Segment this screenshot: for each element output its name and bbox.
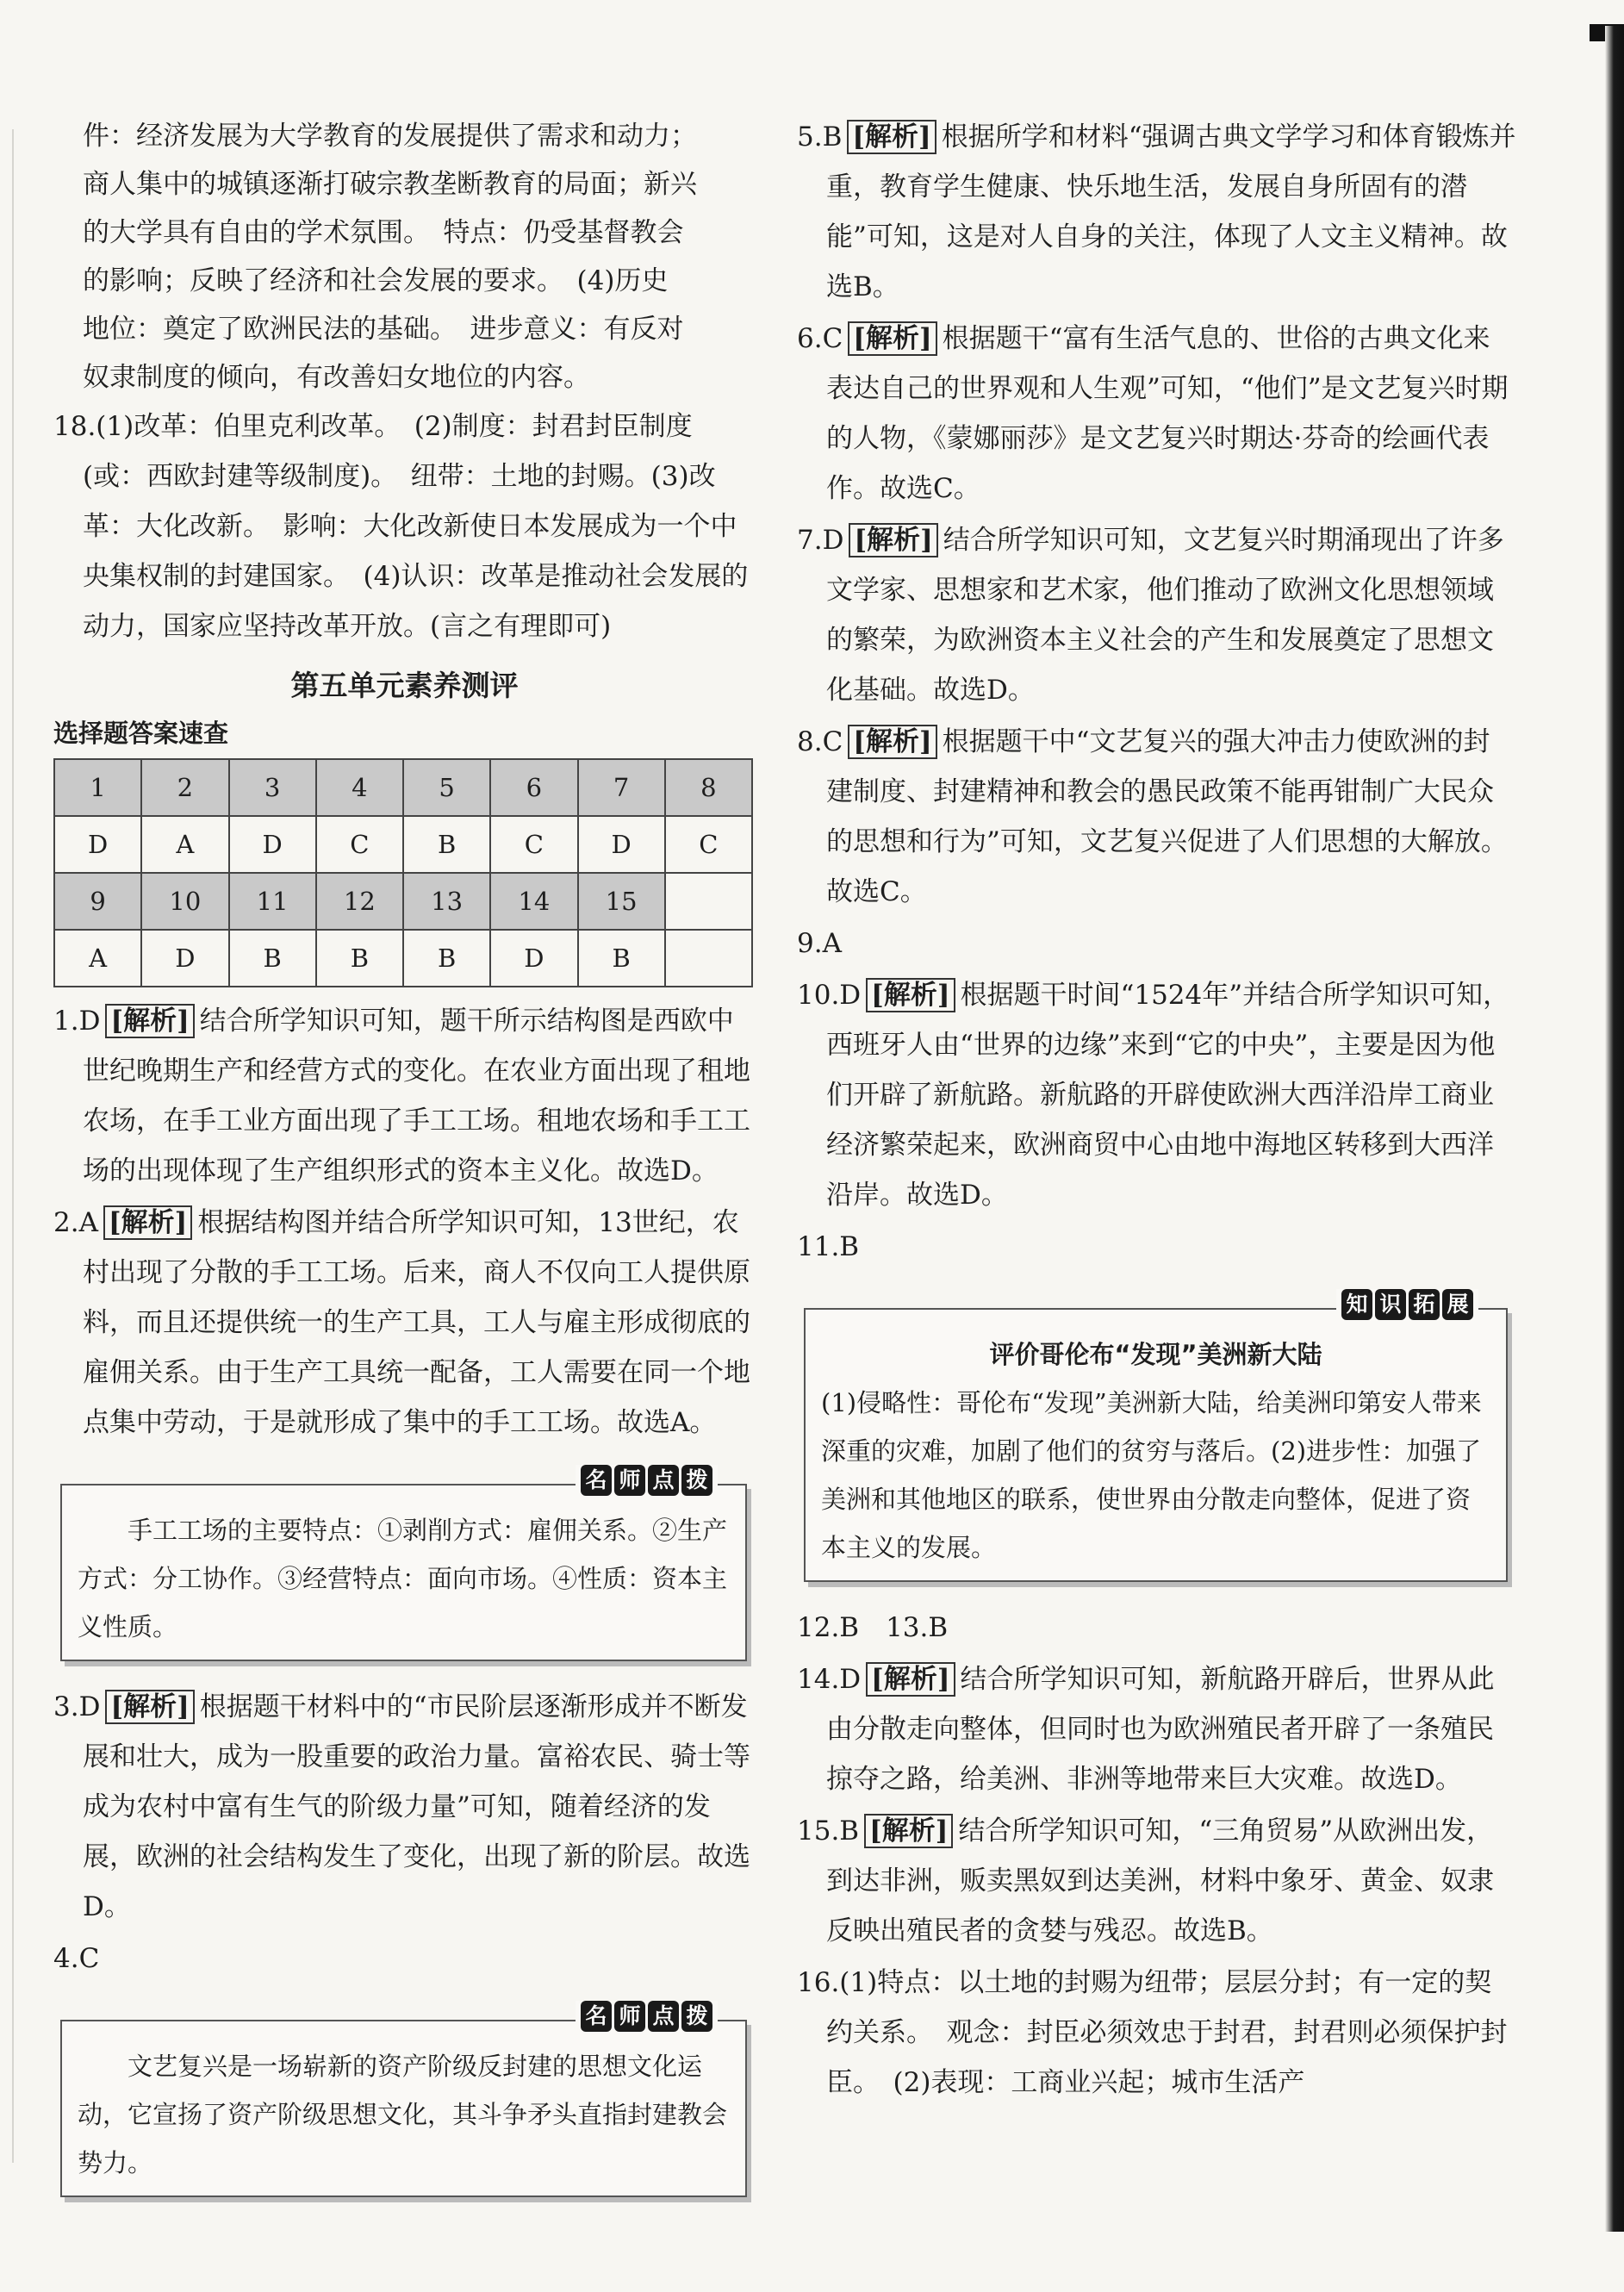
text-line: 件：经济发展为大学教育的发展提供了需求和动力； <box>83 121 697 152</box>
table-cell: B <box>316 930 403 987</box>
answer-11: 11.B <box>797 1231 860 1262</box>
answer-number: 3.D <box>53 1691 101 1722</box>
answer-4: 4.C <box>53 1943 100 1974</box>
table-cell: 8 <box>665 759 752 816</box>
right-column <box>797 112 1516 2109</box>
table-cell: B <box>403 930 490 987</box>
table-cell: B <box>578 930 665 987</box>
answer-7 <box>797 515 1516 715</box>
answer-18: 18.(1)改革：伯里克利改革。 (2)制度：封君封臣制度(或：西欧封建等级制度)。 纽带：土地的封赐。(3)改革：大化改新。 影响：大化改新使日本发展成为一个中央集权制的封建国家。 (4)认识：改革是推动社会发展的动力，国家应坚持改革开放。(言之有理即可) <box>53 411 749 642</box>
analysis-tag: [解析] <box>864 1814 953 1848</box>
badge-char: 拨 <box>681 2001 712 2032</box>
badge-char: 名 <box>581 1465 612 1496</box>
answer-12-13: 12.B 13.B <box>797 1612 949 1643</box>
answer-number: 6.C <box>797 323 843 354</box>
table-cell: D <box>578 816 665 873</box>
table-cell: D <box>141 930 228 987</box>
analysis-tag: [解析] <box>105 1004 194 1038</box>
analysis-tag: [解析] <box>866 978 955 1012</box>
table-cell: 9 <box>54 873 141 930</box>
tip-text: 手工工场的主要特点：①剥削方式：雇佣关系。②生产方式：分工协作。③经营特点：面向市场。④性质：资本主义性质。 <box>78 1516 728 1641</box>
table-cell: 14 <box>490 873 577 930</box>
quick-answers-title: 选择题答案速查 <box>53 719 229 748</box>
analysis-tag: [解析] <box>848 321 936 356</box>
badge-char: 拨 <box>681 1465 712 1496</box>
table-row-answers <box>54 816 752 873</box>
table-cell: 6 <box>490 759 577 816</box>
table-cell: D <box>54 816 141 873</box>
table-cell: A <box>141 816 228 873</box>
analysis-tag: [解析] <box>849 523 937 557</box>
answer-text: 结合所学知识可知，题干所示结构图是西欧中世纪晚期生产和经营方式的变化。在农业方面出现了租地农场，在手工业方面出现了手工工场。租地农场和手工工场的出现体现了生产组织形式的资本主义化。故选D。 <box>83 1006 750 1186</box>
analysis-tag: [解析] <box>847 120 936 154</box>
answer-text: 根据结构图并结合所学知识可知，13世纪，农村出现了分散的手工工场。后来，商人不仅向工人提供原料，而且还提供统一的生产工具，工人与雇主形成彻底的雇佣关系。由于生产工具统一配备，工人需要在同一个地点集中劳动，于是就形成了集中的手工工场。故选A。 <box>83 1207 750 1438</box>
answer-table <box>53 758 753 987</box>
badge-char: 师 <box>614 2001 645 2032</box>
teacher-tip-box <box>60 1467 747 1661</box>
left-column <box>53 112 756 2218</box>
table-cell: 3 <box>229 759 316 816</box>
badge-char: 师 <box>614 1465 645 1496</box>
table-cell: 15 <box>578 873 665 930</box>
text-line: 奴隶制度的倾向，有改善妇女地位的内容。 <box>83 362 590 393</box>
answer-text: 结合所学知识可知，新航路开辟后，世界从此由分散走向整体，但同时也为欧洲殖民者开辟了一条殖民掠夺之路，给美洲、非洲等地带来巨大灾难。故选D。 <box>826 1664 1495 1795</box>
badge-char: 展 <box>1442 1289 1473 1320</box>
teacher-tip-badge <box>576 1465 718 1496</box>
table-cell: 2 <box>141 759 228 816</box>
table-cell: C <box>490 816 577 873</box>
answer-text: 根据题干时间“1524年”并结合所学知识可知，西班牙人由“世界的边缘”来到“它的中央”，主要是因为他们开辟了新航路。新航路的开辟使欧洲大西洋沿岸工商业经济繁荣起来，欧洲商贸中心由地中海地区转移到大西洋沿岸。故选D。 <box>826 980 1510 1211</box>
box-text: (1)侵略性：哥伦布“发现”美洲新大陆，给美洲印第安人带来深重的灾难，加剧了他们的贫穷与落后。(2)进步性：加强了美洲和其他地区的联系，使世界由分散走向整体，促进了资本主义的发展。 <box>821 1388 1482 1562</box>
text-line: 地位：奠定了欧洲民法的基础。 进步意义：有反对 <box>83 314 684 345</box>
analysis-tag: [解析] <box>866 1662 955 1697</box>
table-cell: 7 <box>578 759 665 816</box>
table-cell: D <box>229 816 316 873</box>
unit-title: 第五单元素养测评 <box>290 669 519 702</box>
answer-text: 根据题干中“文艺复兴的强大冲击力使欧洲的封建制度、封建精神和教会的愚民政策不能再钳制广大民众的思想和行为”可知，文艺复兴促进了人们思想的大解放。故选C。 <box>826 726 1508 907</box>
text-line: 商人集中的城镇逐渐打破宗教垄断教育的局面；新兴 <box>83 169 697 200</box>
answer-10 <box>797 970 1516 1220</box>
answer-text: 根据题干“富有生活气息的、世俗的古典文化来表达自己的世界观和人生观”可知，“他们”是文艺复兴时期的人物，《蒙娜丽莎》是文艺复兴时期达·芬奇的绘画代表作。故选C。 <box>826 323 1509 504</box>
answer-text: 根据题干材料中的“市民阶层逐渐形成并不断发展和壮大，成为一股重要的政治力量。富裕农民、骑士等成为农村中富有生气的阶级力量”可知，随着经济的发展，欧洲的社会结构发生了变化，出现了新的阶层。故选D。 <box>83 1691 750 1922</box>
table-cell: C <box>665 816 752 873</box>
box-title: 评价哥伦布“发现”美洲新大陆 <box>989 1340 1322 1369</box>
answer-number: 7.D <box>797 525 844 556</box>
answer-number: 5.B <box>797 121 843 153</box>
table-row-numbers <box>54 759 752 816</box>
table-cell: A <box>54 930 141 987</box>
badge-char: 识 <box>1375 1289 1406 1320</box>
answer-1 <box>53 996 756 1196</box>
table-row-numbers <box>54 873 752 930</box>
knowledge-badge <box>1336 1289 1478 1320</box>
table-cell <box>665 930 752 987</box>
table-cell: D <box>490 930 577 987</box>
answer-14 <box>797 1654 1516 1804</box>
badge-char: 知 <box>1341 1289 1372 1320</box>
table-cell: 5 <box>403 759 490 816</box>
table-row-answers <box>54 930 752 987</box>
knowledge-expansion-box <box>804 1292 1508 1582</box>
badge-char: 拓 <box>1409 1289 1440 1320</box>
answer-5 <box>797 112 1516 312</box>
continued-answer <box>53 112 756 402</box>
answer-6 <box>797 314 1516 514</box>
answer-15 <box>797 1806 1516 1956</box>
table-cell <box>665 873 752 930</box>
table-cell: 11 <box>229 873 316 930</box>
table-cell: 10 <box>141 873 228 930</box>
text-line: 的影响；反映了经济和社会发展的要求。 (4)历史 <box>83 265 669 296</box>
analysis-tag: [解析] <box>848 725 936 759</box>
table-cell: C <box>316 816 403 873</box>
badge-char: 名 <box>581 2001 612 2032</box>
answer-text: 结合所学知识可知，“三角贸易”从欧洲出发，到达非洲，贩卖黑奴到达美洲，材料中象牙、黄金、奴隶反映出殖民者的贪婪与残忍。故选B。 <box>826 1816 1494 1946</box>
table-cell: 13 <box>403 873 490 930</box>
answer-9: 9.A <box>797 928 842 959</box>
analysis-tag: [解析] <box>103 1205 192 1240</box>
answer-number: 15.B <box>797 1816 860 1847</box>
tip-text: 文艺复兴是一场崭新的资产阶级反封建的思想文化运动，它宣扬了资产阶级思想文化，其斗争矛头直指封建教会势力。 <box>78 2052 728 2177</box>
answer-2 <box>53 1198 756 1448</box>
answer-number: 2.A <box>53 1207 98 1238</box>
table-cell: 1 <box>54 759 141 816</box>
badge-char: 点 <box>648 2001 679 2032</box>
answer-number: 1.D <box>53 1006 101 1037</box>
badge-char: 点 <box>648 1465 679 1496</box>
table-cell: 4 <box>316 759 403 816</box>
table-cell: B <box>229 930 316 987</box>
answer-8 <box>797 717 1516 917</box>
answer-text: 结合所学知识可知，文艺复兴时期涌现出了许多文学家、思想家和艺术家，他们推动了欧洲文化思想领域的繁荣，为欧洲资本主义社会的产生和发展奠定了思想文化基础。故选D。 <box>826 525 1504 706</box>
answer-number: 8.C <box>797 726 843 757</box>
text-line: 的大学具有自由的学术氛围。 特点：仍受基督教会 <box>83 217 684 248</box>
table-cell: B <box>403 816 490 873</box>
teacher-tip-badge <box>576 2001 718 2032</box>
table-cell: 12 <box>316 873 403 930</box>
teacher-tip-box <box>60 2003 747 2197</box>
answer-number: 10.D <box>797 980 862 1011</box>
analysis-tag: [解析] <box>105 1690 194 1724</box>
page-edge-shadow <box>1605 26 1624 2232</box>
answer-3 <box>53 1682 756 1932</box>
answer-text: 根据所学和材料“强调古典文学学习和体育锻炼并重，教育学生健康、快乐地生活，发展自身所固有的潜能”可知，这是对人自身的关注，体现了人文主义精神。故选B。 <box>826 121 1516 302</box>
answer-number: 14.D <box>797 1664 862 1695</box>
answer-16: 16.(1)特点：以土地的封赐为纽带；层层分封；有一定的契约关系。 观念：封臣必须效忠于封君，封君则必须保护封臣。 (2)表现：工商业兴起；城市生活产 <box>797 1967 1508 2098</box>
binding-line <box>12 129 14 2163</box>
